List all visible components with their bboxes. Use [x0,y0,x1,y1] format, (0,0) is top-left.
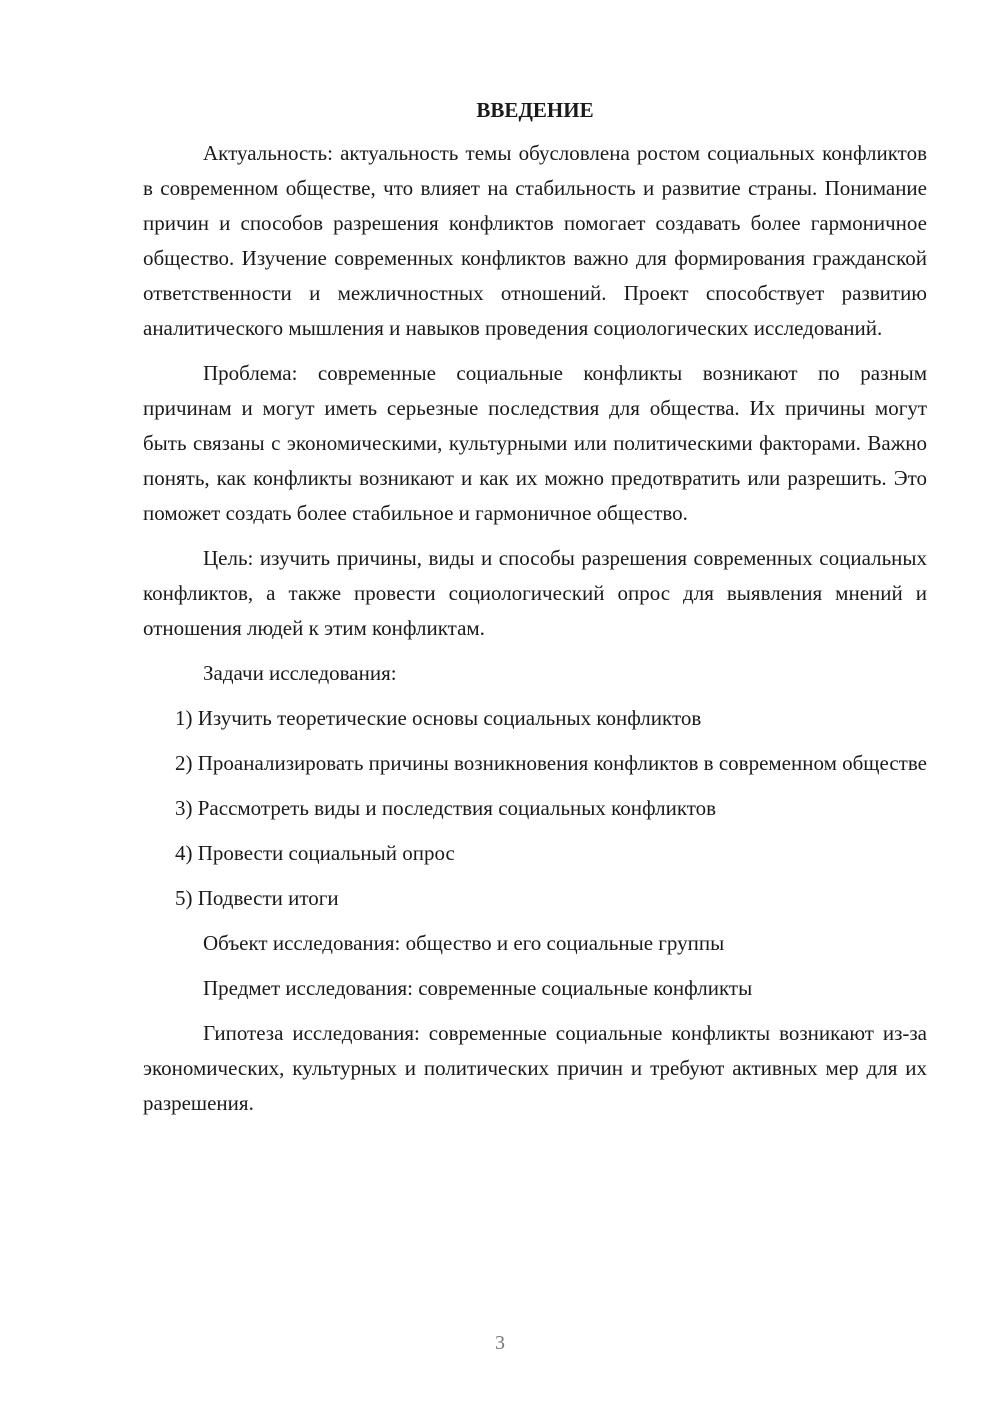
document-body [143,95,927,1121]
page-number: 3 [495,1332,505,1354]
task-item-3: 3) Рассмотреть виды и последствия социальных конфликтов [175,796,717,820]
problem-paragraph: Проблема: современные социальные конфликты возникают по разным причинам и могут иметь серьезные последствия для общества. Их причины могут быть связаны с экономическими, культурными или политическими факторами. Важно понять, как конфликты возникают и как их можно предотвратить или разрешить. Это поможет создать более стабильное и гармоничное общество. [143,361,927,525]
page-title: ВВЕДЕНИЕ [476,98,594,122]
relevance-paragraph: Актуальность: актуальность темы обусловлена ростом социальных конфликтов в современном обществе, что влияет на стабильность и развитие страны. Понимание причин и способов разрешения конфликтов помогает создавать более гармоничное общество. Изучение современных конфликтов важно для формирования гражданской ответственности и межличностных отношений. Проект способствует развитию аналитического мышления и навыков проведения социологических исследований. [143,141,927,340]
hypothesis-paragraph: Гипотеза исследования: современные социальные конфликты возникают из-за экономических, культурных и политических причин и требуют активных мер для их разрешения. [143,1021,927,1115]
object-paragraph: Объект исследования: общество и его социальные группы [203,931,725,955]
subject-paragraph: Предмет исследования: современные социальные конфликты [203,976,753,1000]
goal-paragraph: Цель: изучить причины, виды и способы разрешения современных социальных конфликтов, а также провести социологический опрос для выявления мнений и отношения людей к этим конфликтам. [143,546,927,640]
tasks-heading: Задачи исследования: [203,661,397,685]
task-item-4: 4) Провести социальный опрос [175,841,455,865]
task-item-1: 1) Изучить теоретические основы социальных конфликтов [175,706,702,730]
task-item-2: 2) Проанализировать причины возникновения конфликтов в современном обществе [175,751,927,775]
task-item-5: 5) Подвести итоги [175,886,339,910]
